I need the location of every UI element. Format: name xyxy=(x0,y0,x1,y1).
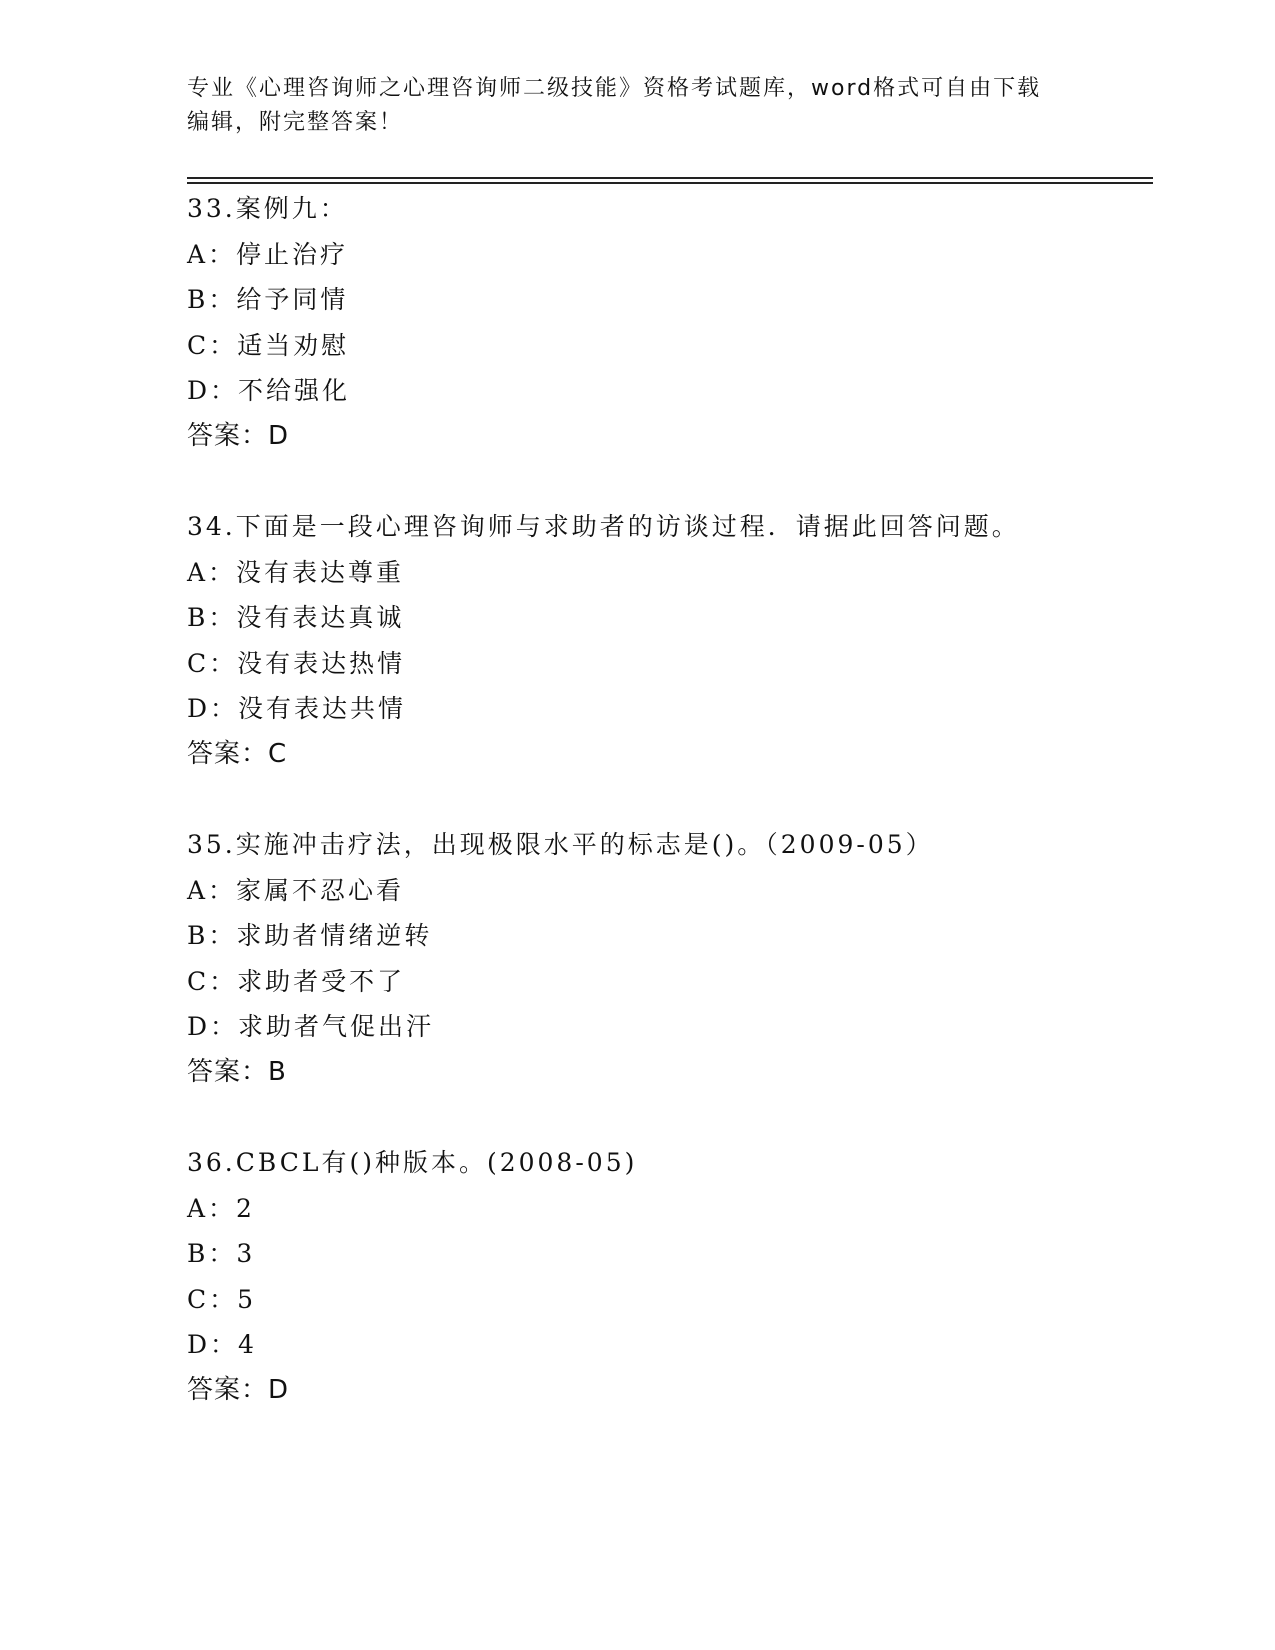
question-36 xyxy=(187,1140,1167,1414)
option-b: B：给予同情 xyxy=(187,285,349,315)
answer: 答案：D xyxy=(187,420,290,451)
option-d: D：没有表达共情 xyxy=(187,694,407,724)
question-35 xyxy=(187,822,1167,1096)
header-line-2: 编辑，附完整答案！ xyxy=(187,110,404,135)
option-a: A：家属不忍心看 xyxy=(187,875,405,905)
option-a: A：停止治疗 xyxy=(187,239,349,269)
answer: 答案：C xyxy=(187,738,288,769)
question-34 xyxy=(187,504,1167,778)
option-b: B：没有表达真诚 xyxy=(187,603,405,633)
option-c: C：求助者受不了 xyxy=(187,966,406,996)
document-header xyxy=(187,72,1077,140)
option-b: B：求助者情绪逆转 xyxy=(187,921,433,951)
option-d: D：4 xyxy=(187,1330,257,1360)
option-b: B：3 xyxy=(187,1239,256,1269)
option-c: C：5 xyxy=(187,1284,257,1314)
header-line-1: 专业《心理咨询师之心理咨询师二级技能》资格考试题库，word格式可自由下载 xyxy=(187,76,1042,101)
option-c: C：适当劝慰 xyxy=(187,330,350,360)
question-stem: 35.实施冲击疗法，出现极限水平的标志是()。（2009-05） xyxy=(187,830,934,859)
option-d: D：不给强化 xyxy=(187,376,351,406)
option-d: D：求助者气促出汗 xyxy=(187,1012,435,1042)
header-divider-bottom xyxy=(187,182,1153,184)
answer: 答案：B xyxy=(187,1056,287,1087)
option-c: C：没有表达热情 xyxy=(187,648,406,678)
question-33 xyxy=(187,186,1167,460)
option-a: A：没有表达尊重 xyxy=(187,557,405,587)
header-divider-top xyxy=(187,177,1153,179)
question-stem: 33.案例九： xyxy=(187,194,348,223)
question-stem: 34.下面是一段心理咨询师与求助者的访谈过程．请据此回答问题。 xyxy=(187,512,1020,541)
answer: 答案：D xyxy=(187,1374,290,1405)
option-a: A：2 xyxy=(187,1193,255,1223)
question-stem: 36.CBCL有()种版本。(2008-05) xyxy=(187,1148,638,1177)
